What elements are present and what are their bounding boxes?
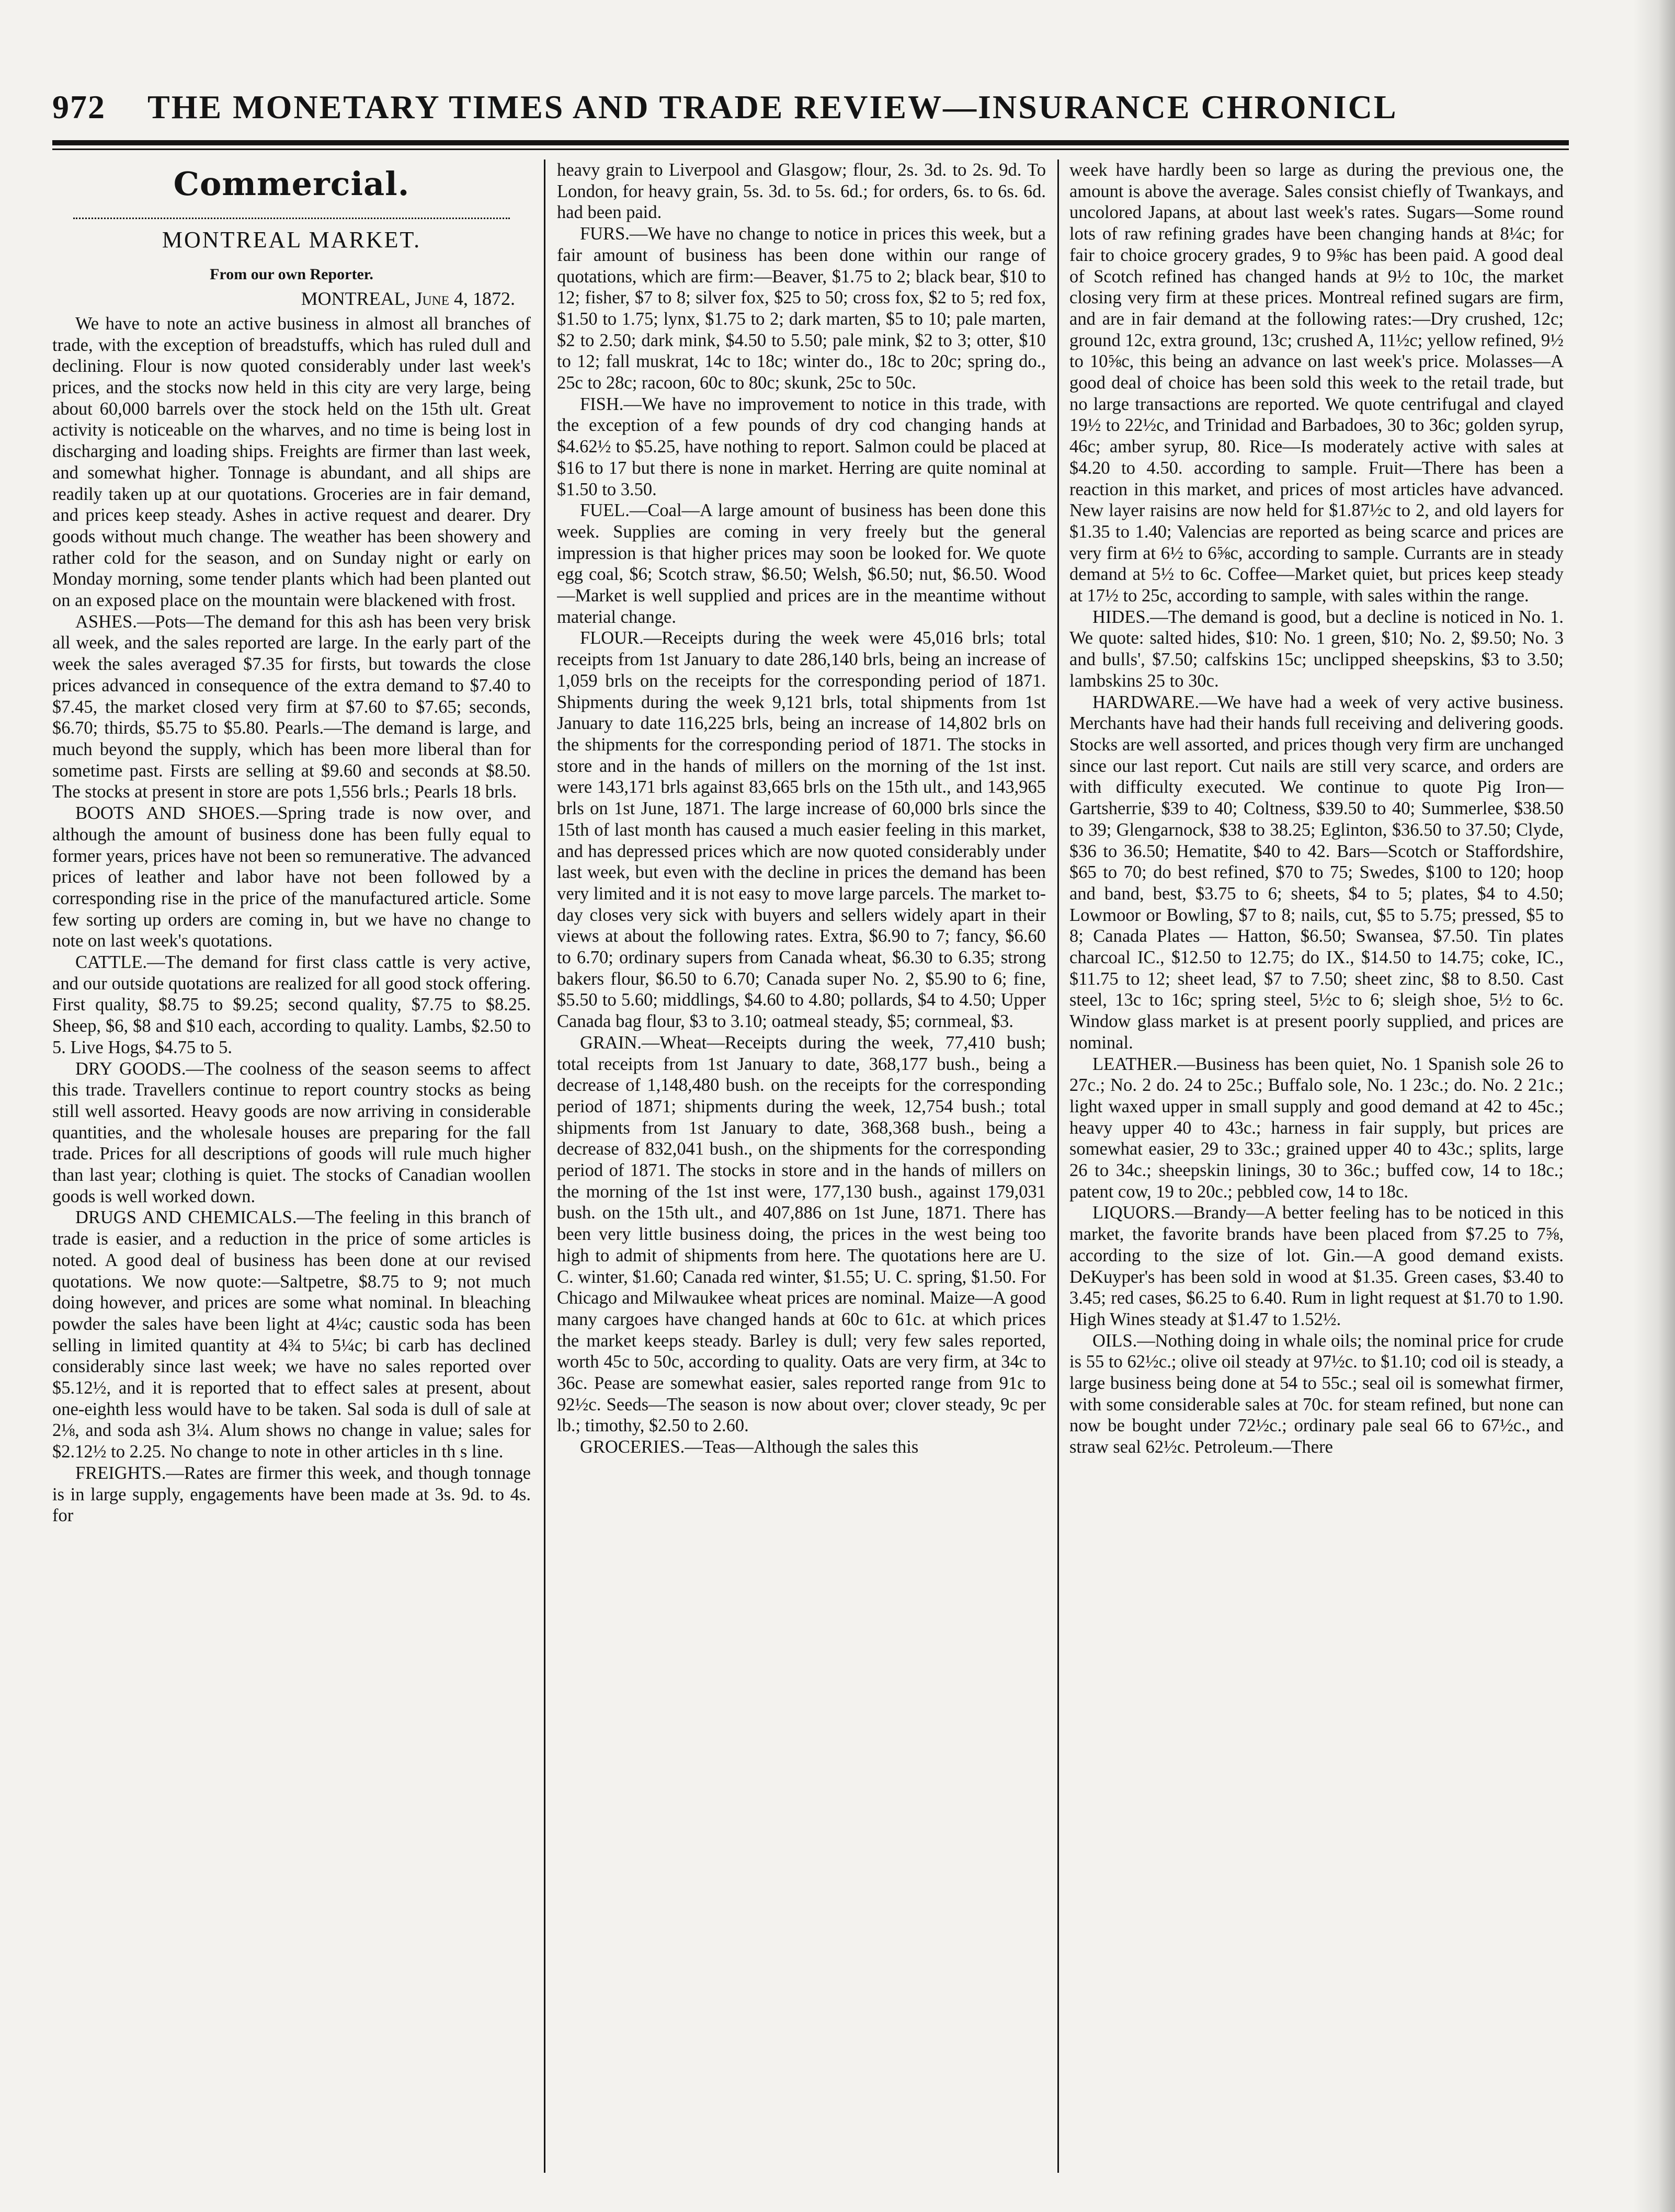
column-divider-1 bbox=[544, 159, 545, 2173]
column-2 bbox=[557, 159, 1046, 2183]
paragraph: DRUGS AND CHEMICALS.—The feeling in this branch of trade is easier, and a reduction in the price of some articles is noted. A good deal of business has been done at our revised quotations. We now quote:—Saltpetre, $8.75 to 9; not much doing however, and prices are some what nominal. In bleaching powder the sales have been light at 4¼c; caustic soda has been selling in limited quantity at 4¾ to 5¼c; bi carb has declined considerably since last week; we have no sales reported over $5.12½, and it is reported that to effect sales at present, about one-eighth less would have to be taken. Sal soda is dull of sale at 2⅛, and soda ash 3¼. Alum shows no change in value; sales for $2.12½ to 2.25. No change to note in other articles in th s line. bbox=[52, 1207, 531, 1462]
column-3 bbox=[1069, 159, 1564, 2183]
paragraph: ASHES.—Pots—The demand for this ash has been very brisk all week, and the sales reported are large. In the early part of the week the sales averaged $7.35 for firsts, but towards the close prices advanced in consequence of the extra demand to $7.40 to $7.45, the market closed very firm at $7.60 to $7.65; seconds, $6.70; thirds, $5.75 to $5.80. Pearls.—The demand is large, and much beyond the supply, which has been more liberal than for sometime past. Firsts are selling at $9.60 and seconds at $8.50. The stocks at present in store are pots 1,556 brls.; Pearls 18 brls. bbox=[52, 611, 531, 802]
paragraph: FURS.—We have no change to notice in prices this week, but a fair amount of business has been done within our range of quotations, which are firm:—Beaver, $1.75 to 2; black bear, $10 to 12; fisher, $7 to 8; silver fox, $25 to 50; cross fox, $2 to 5; red fox, $1.50 to 1.75; lynx, $1.75 to 2; dark marten, $5 to 10; pale marten, $2 to 2.50; dark mink, $4.50 to 5.50; pale mink, $2 to 3; otter, $10 to 12; fall muskrat, 14c to 18c; winter do., 18c to 20c; spring do., 25c to 28c; racoon, 60c to 80c; skunk, 25c to 50c. bbox=[557, 224, 1046, 393]
paragraph: FREIGHTS.—Rates are firmer this week, and though tonnage is in large supply, engagements have been made at 3s. 9d. to 4s. for bbox=[52, 1463, 531, 1526]
column-1 bbox=[52, 159, 531, 2183]
byline: From our own Reporter. bbox=[210, 266, 373, 283]
page-header bbox=[52, 78, 1616, 136]
paragraph: BOOTS AND SHOES.—Spring trade is now over, and although the amount of business done has been fully equal to former years, prices have not been so remunerative. The advanced prices of leather and labor have not been followed by a corresponding rise in the price of the manufactured article. Some few sorting up orders are coming in, but we have no change to note on last week's quotations. bbox=[52, 803, 531, 951]
paragraph: OILS.—Nothing doing in whale oils; the nominal price for crude is 55 to 62½c.; olive oil steady at 97½c. to $1.10; cod oil is steady, a large business being done at 54 to 55c.; seal oil is somewhat firmer, with some considerable sales at 70c. for steam refined, but none can now be bought under 72½c.; ordinary pale seal 66 to 67½c., and straw seal 62½c. Petroleum.—There bbox=[1069, 1330, 1564, 1457]
section-heading: Commercial. bbox=[173, 165, 410, 203]
page-binding-shadow bbox=[1633, 0, 1675, 2212]
page-number: 972 bbox=[52, 88, 106, 126]
paragraph: GRAIN.—Wheat—Receipts during the week, 77,410 bush; total receipts from 1st January to date, 368,177 bush., being a decrease of 1,148,480 bush. on the receipts for the corresponding period of 1871; shipments during the week, 12,754 bush.; total shipments from 1st January to date, 368,368 bush., being a decrease of 832,041 bush., on the shipments for the corresponding period of 1871. The stocks in store and in the hands of millers on the morning of the 1st inst were, 177,130 bush., against 179,031 bush. on the 15th ult., and 407,886 on 1st June, 1871. There has been very little business doing, the prices in the west being too high to admit of shipments from here. The quotations here are U. C. winter, $1.60; Canada red winter, $1.55; U. C. spring, $1.50. For Chicago and Milwaukee wheat prices are nominal. Maize—A good many cargoes have changed hands at 60c to 61c. at which prices the market keeps steady. Barley is dull; very few sales reported, worth 45c to 50c, according to quality. Oats are very firm, at 34c to 36c. Pease are somewhat easier, sales reported range from 91c to 92½c. Seeds—The season is now about over; clover steady, 9c per lb.; timothy, $2.50 to 2.60. bbox=[557, 1032, 1046, 1436]
paragraph: CATTLE.—The demand for first class cattle is very active, and our outside quotations are realized for all good stock offering. First quality, $8.75 to $9.25; second quality, $7.75 to $8.25. Sheep, $6, $8 and $10 each, according to quality. Lambs, $2.50 to 5. Live Hogs, $4.75 to 5. bbox=[52, 952, 531, 1057]
paragraph: GROCERIES.—Teas—Although the sales this bbox=[580, 1437, 919, 1457]
market-heading: MONTREAL MARKET. bbox=[162, 227, 421, 253]
paragraph: FLOUR.—Receipts during the week were 45,016 brls; total receipts from 1st January to date 286,140 brls, being an increase of 1,059 brls on the receipts for the corresponding period of 1871. Shipments during the week 9,121 brls, total shipments from 1st January to date 116,225 brls, being an increase of 14,802 brls on the shipments for the corresponding period of 1871. The stocks in store and in the hands of millers on the morning of the 1st inst. were 143,171 brls against 83,665 brls on the 15th ult., and 143,965 brls on 1st June, 1871. The large increase of 60,000 brls since the 15th of last month has caused a much easier feeling in this market, and has depressed prices which are now quoted considerably under last week, but even with the decline in prices the demand has been very limited and it is not easy to move large parcels. The market to-day closes very sick with buyers and sellers widely apart in their views at about the following rates. Extra, $6.90 to 7; fancy, $6.60 to 6.70; ordinary supers from Canada wheat, $6.30 to 6.35; strong bakers flour, $6.50 to 6.70; Canada super No. 2, $5.90 to 6; fine, $5.50 to 5.60; middlings, $4.60 to 4.80; pollards, $4 to 4.50; Upper Canada bag flour, $3 to 3.10; oatmeal steady, $5; cornmeal, $3. bbox=[557, 628, 1046, 1032]
paragraph: LEATHER.—Business has been quiet, No. 1 Spanish sole 26 to 27c.; No. 2 do. 24 to 25c.; Buffalo sole, No. 1 23c.; do. No. 2 21c.; light waxed upper in small supply and good demand at 42 to 45c.; heavy upper 40 to 43c.; harness in fair supply, but prices are somewhat easier, 29 to 33c.; grained upper 40 to 43c.; splits, large 26 to 34c.; sheepskin linings, 30 to 36c.; buffed cow, 14 to 18c.; patent cow, 19 to 20c.; pebbled cow, 14 to 18c. bbox=[1069, 1054, 1564, 1202]
paragraph: FISH.—We have no improvement to notice in this trade, with the exception of a few pounds of dry cod changing hands at $4.62½ to $5.25, have nothing to report. Salmon could be placed at $16 to 17 but there is none in market. Herring are quite nominal at $1.50 to 3.50. bbox=[557, 394, 1046, 499]
header-rule-thin bbox=[52, 149, 1569, 150]
paragraph: DRY GOODS.—The coolness of the season seems to affect this trade. Travellers continue to report country stocks as being still well assorted. Heavy goods are now arriving in considerable quantities, and the wholesale houses are preparing for the fall trade. Prices for all descriptions of goods will rule much higher than last year; clothing is quiet. The stocks of Canadian woollen goods is well worked down. bbox=[52, 1058, 531, 1206]
dateline: MONTREAL, June 4, 1872. bbox=[301, 288, 515, 310]
paragraph: FUEL.—Coal—A large amount of business has been done this week. Supplies are coming in very freely but the general impression is that higher prices may soon be looked for. We quote egg coal, $6; Scotch straw, $6.50; Welsh, $6.50; nut, $6.50. Wood—Market is well supplied and prices are in the meantime without material change. bbox=[557, 500, 1046, 627]
paragraph: HARDWARE.—We have had a week of very active business. Merchants have had their hands full receiving and delivering goods. Stocks are well assorted, and prices though very firm are unchanged since our last report. Cut nails are still very scarce, and orders are with difficulty executed. We continue to quote Pig Iron—Gartsherrie, $39 to 40; Coltness, $39.50 to 40; Summerlee, $38.50 to 39; Glengarnock, $38 to 38.25; Eglinton, $36.50 to 37.50; Clyde, $36 to 36.50; Hematite, $40 to 42. Bars—Scotch or Staffordshire, $65 to 70; do best refined, $70 to 75; Swedes, $100 to 120; hoop and band, best, $3.75 to 6; sheets, $4 to 5; plates, $4 to 4.50; Lowmoor or Bowling, $7 to 8; nails, cut, $5 to 5.75; pressed, $5 to 8; Canada Plates — Hatton, $6.50; Swansea, $7.50. Tin plates charcoal IC., $12.50 to 12.75; do IX., $14.50 to 14.75; coke, IC., $11.75 to 12; sheet lead, $7 to 7.50; sheet zinc, $8 to 8.50. Cast steel, 13c to 16c; spring steel, 5½c to 6; sleigh shoe, 5½ to 6c. Window glass market is at present poorly supplied, and prices are nominal. bbox=[1069, 692, 1564, 1053]
paragraph: week have hardly been so large as during the previous one, the amount is above the average. Sales consist chiefly of Twankays, and uncolored Japans, at about last week's rates. Sugars—Some round lots of raw refining grades have been changing hands at 8¼c; for fair to choice grocery grades, 9 to 9⅝c has been paid. A good deal of Scotch refined has changed hands at 9½ to 10c, the market closing very firm at these prices. Montreal refined sugars are firm, and are in fair demand at the following rates:—Dry crushed, 12c; ground 12c, extra ground, 13c; crushed A, 11½c; yellow refined, 9½ to 10⅝c, this being an advance on last week's price. Molasses—A good deal of choice has been sold this week to the retail trade, but no large transactions are reported. We quote centrifugal and clayed 19½ to 22½c, and Trinidad and Barbadoes, 30 to 36c; golden syrup, 46c; amber syrup, 80. Rice—Is moderately active with sales at $4.20 to 4.50. according to sample. Fruit—There has been a reaction in this market, and prices of most articles have advanced. New layer raisins are now held for $1.87½c to 2, and old layers for $1.35 to 1.40; Valencias are reported as being scarce and prices are very firm at 6½ to 6⅝c, according to sample. Currants are in steady demand at 5½ to 6c. Coffee—Market quiet, but prices keep steady at 17½ to 25c, according to sample, with sales within the range. bbox=[1069, 160, 1564, 606]
paragraph: LIQUORS.—Brandy—A better feeling has to be noticed in this market, the favorite brands have been placed from $7.25 to 7⅝, according to the size of lot. Gin.—A good demand exists. DeKuyper's has been sold in wood at $1.35. Green cases, $3.40 to 3.45; red cases, $6.25 to 6.40. Rum in light request at $1.70 to 1.90. High Wines steady at $1.47 to 1.52½. bbox=[1069, 1203, 1564, 1329]
ornamental-rule bbox=[73, 209, 510, 219]
running-head: THE MONETARY TIMES AND TRADE REVIEW—INSURANCE CHRONICL bbox=[147, 88, 1398, 126]
paragraph: We have to note an active business in almost all branches of trade, with the exception of breadstuffs, which has ruled dull and declining. Flour is now quoted considerably under last week's prices, and the stocks now held in this city are very large, being about 60,000 barrels over the stock held on the 15th ult. Great activity is noticeable on the wharves, and no time is being lost in discharging and loading ships. Freights are firmer than last week, and somewhat higher. Tonnage is abundant, and all ships are readily taken up at our quotations. Groceries are in fair demand, and prices keep steady. Ashes in active request and dearer. Dry goods without much change. The weather has been showery and rather cold for the season, and on Sunday night or early on Monday morning, some tender plants which had been planted out on an exposed place on the mountain were blackened with frost. bbox=[52, 313, 531, 611]
column-divider-2 bbox=[1057, 159, 1059, 2173]
paragraph: HIDES.—The demand is good, but a decline is noticed in No. 1. We quote: salted hides, $10: No. 1 green, $10; No. 2, $9.50; No. 3 and bulls', $7.50; calfskins 15c; unclipped sheepskins, $3 to 3.50; lambskins 25 to 30c. bbox=[1069, 607, 1564, 691]
header-rule-thick bbox=[52, 140, 1569, 145]
paragraph: heavy grain to Liverpool and Glasgow; flour, 2s. 3d. to 2s. 9d. To London, for heavy grain, 5s. 3d. to 5s. 6d.; for orders, 6s. to 6s. 6d. had been paid. bbox=[557, 160, 1046, 223]
